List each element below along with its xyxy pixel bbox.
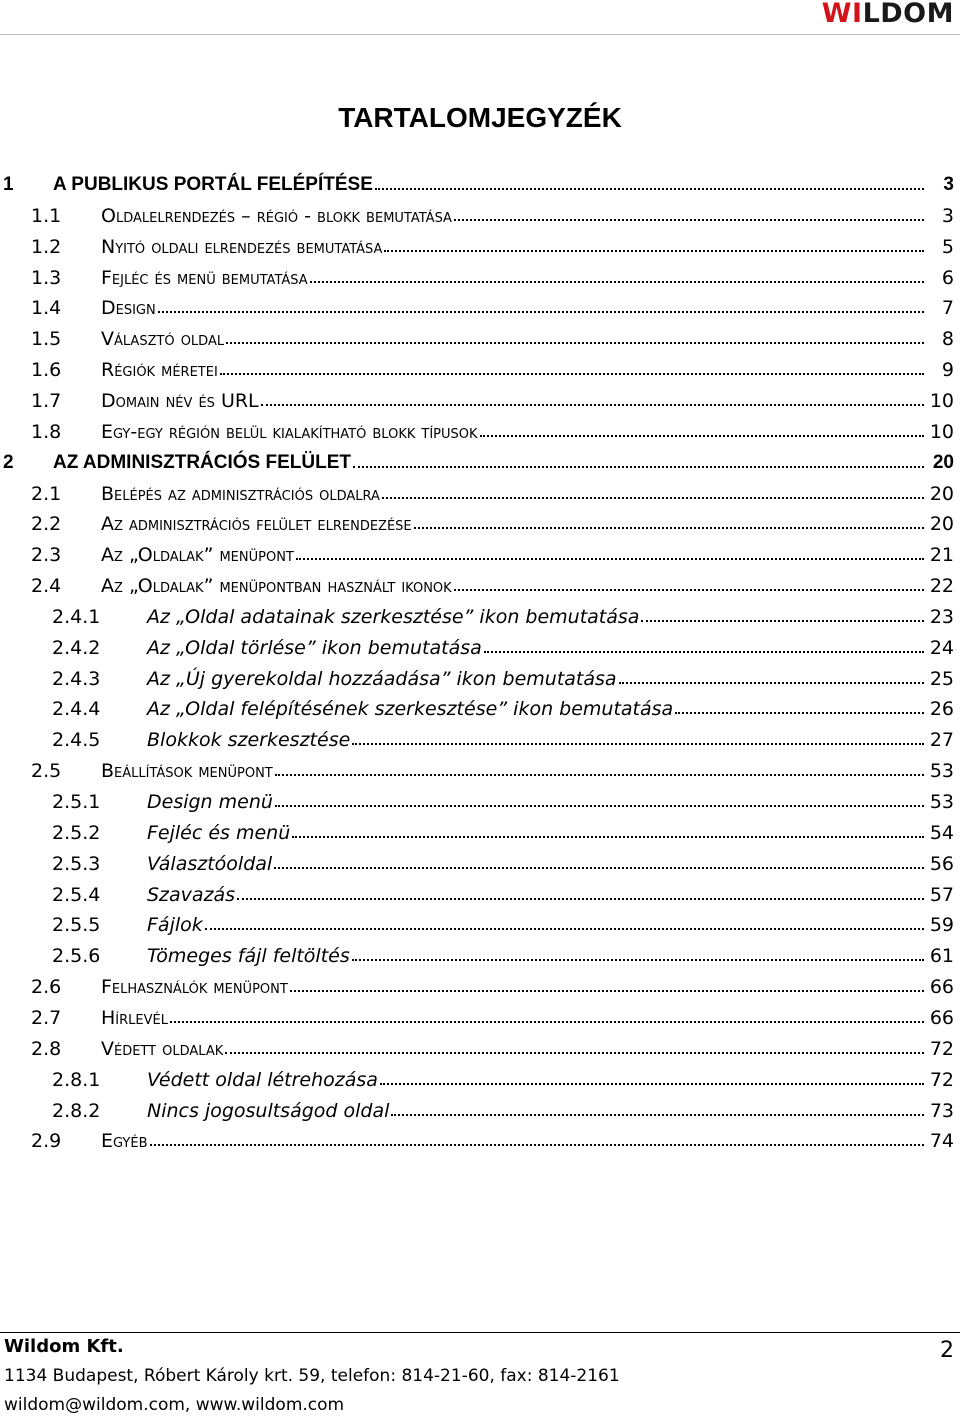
toc-entry-title: Design [101,297,156,320]
toc-entry-number: 1.6 [31,359,62,382]
toc-dot-leader [382,497,924,499]
footer-contact: wildom@wildom.com, www.wildom.com [4,1395,345,1415]
toc-entry-2-5-4[interactable] [0,876,960,906]
toc-entry-page: 20 [929,482,954,505]
toc-dot-leader [484,651,924,653]
toc-entry-number: 2.5.5 [52,914,101,937]
toc-dot-leader [225,1052,924,1054]
toc-entry-number: 2.2 [31,513,62,536]
toc-entry-1-3[interactable] [0,259,960,289]
toc-entry-2-7[interactable] [0,999,960,1029]
toc-entry-page: 53 [929,760,954,783]
toc-entry-2-8[interactable] [0,1030,960,1060]
toc-entry-page: 72 [929,1068,954,1091]
toc-entry-page: 5 [941,235,954,258]
logo-text: LDOM [862,0,954,29]
toc-entry-number: 2.5.1 [52,791,101,813]
toc-entry-title: Az „Oldal törlése” ikon bemutatása [147,636,482,659]
toc-entry-page: 10 [929,420,954,443]
toc-dot-leader [170,1021,924,1023]
toc-dot-leader [292,836,924,838]
toc-entry-page: 72 [929,1037,954,1060]
toc-dot-leader [274,867,924,869]
toc-entry-2-5-6[interactable] [0,937,960,967]
toc-dot-leader [150,1144,924,1146]
toc-dot-leader [296,558,924,560]
toc-dot-leader [414,527,924,529]
toc-entry-title: Egy-egy régión belül kialakítható blokk típusok [101,420,478,443]
toc-dot-leader [158,311,924,313]
page-number: 2 [940,1338,954,1363]
toc-entry-number: 2.4.1 [52,605,101,628]
toc-entry-title: Nyitó oldali elrendezés bemutatása [101,235,383,258]
toc-entry-1-8[interactable] [0,413,960,443]
toc-entry-title: Szavazás [147,883,236,906]
toc-dot-leader [619,682,924,684]
toc-dot-leader [220,373,924,375]
toc-entry-title: Választó oldal [101,328,225,351]
toc-entry-page: 9 [941,359,954,382]
toc-entry-1-4[interactable] [0,289,960,319]
toc-entry-number: 2.3 [31,544,62,567]
toc-entry-number: 2.4.5 [52,729,101,752]
toc-entry-page: 66 [929,976,954,999]
toc-dot-leader [310,281,924,283]
toc-dot-leader [391,1114,924,1116]
footer [4,1334,620,1419]
toc-entry-number: 2.5.4 [52,883,101,906]
toc-entry-title: Felhasználók menüpont [101,976,288,999]
toc-entry-number: 2.5.6 [52,945,101,968]
toc-dot-leader [454,589,924,591]
toc-entry-page: 59 [929,914,954,937]
toc-entry-number: 2.9 [31,1130,62,1153]
toc-entry-1-1[interactable] [0,197,960,227]
toc-entry-1-5[interactable] [0,320,960,350]
toc-entry-number: 1.7 [31,389,62,412]
toc-entry-number: 1.8 [31,420,62,443]
toc-entry-title: Fájlok [147,914,203,937]
toc-entry-number: 2.5.3 [52,852,101,875]
toc-entry-1-6[interactable] [0,351,960,381]
toc-entry-page: 3 [941,204,954,227]
toc-dot-leader [290,990,924,992]
toc-entry-2-5-1[interactable] [0,783,960,813]
toc-entry-number: 2.8.1 [52,1068,101,1091]
toc-entry-page: 7 [941,297,954,320]
toc-entry-number: 2.7 [31,1006,62,1029]
toc-entry-2-4-4[interactable] [0,690,960,720]
toc-dot-leader [380,1083,924,1085]
toc-entry-number: 2.4 [31,575,62,598]
toc-dot-leader [261,404,924,406]
toc-entry-2-4-3[interactable] [0,660,960,690]
toc-entry-title: Oldalelrendezés – régió - blokk bemutatása [101,204,452,227]
toc-entry-2-4-2[interactable] [0,629,960,659]
toc-entry-number: 1.5 [31,328,62,351]
toc-entry-title: Design menü [147,791,273,813]
footer-address: 1134 Budapest, Róbert Károly krt. 59, telefon: 814-21-60, fax: 814-2161 [4,1366,620,1386]
toc-entry-number: 1 [3,174,14,195]
toc-entry-title: Egyéb [101,1130,148,1153]
toc-entry-2-2[interactable] [0,505,960,535]
toc-entry-page: 54 [929,821,954,844]
toc-entry-number: 2.8.2 [52,1099,101,1122]
toc-entry-page: 24 [929,636,954,659]
toc-entry-2-5[interactable] [0,752,960,782]
toc-dot-leader [375,188,924,190]
toc-entry-page: 74 [929,1130,954,1153]
toc-dot-leader [353,466,924,468]
toc-entry-2-5-5[interactable] [0,906,960,936]
toc-entry-title: Fejléc és menü bemutatása [101,266,308,289]
toc-entry-page: 57 [929,883,954,906]
toc-entry-title: Az „Oldalak” menüpontban használt ikonok [101,575,452,598]
toc-entry-title: Az adminisztrációs felület elrendezése [101,513,412,536]
toc-entry-number: 2.4.4 [52,698,101,721]
toc-entry-page: 6 [941,266,954,289]
toc-entry-page: 3 [943,174,954,195]
toc-entry-title: Választóoldal [147,852,273,875]
toc-dot-leader [205,928,924,930]
toc-entry-page: 27 [929,729,954,752]
toc-entry-number: 1.3 [31,266,62,289]
toc-entry-number: 2.5 [31,760,62,783]
toc-entry-page: 23 [929,605,954,628]
toc-dot-leader [275,805,924,807]
toc-entry-title: Az „Oldal adatainak szerkesztése” ikon bemutatása [147,605,640,628]
toc-entry-2-6[interactable] [0,968,960,998]
toc-dot-leader [226,342,924,344]
toc-entry-number: 1.2 [31,235,62,258]
toc-entry-1[interactable] [0,166,960,196]
toc-dot-leader [641,620,924,622]
toc-entry-page: 21 [929,544,954,567]
toc-entry-title: Az „Új gyerekoldal hozzáadása” ikon bemutatása [147,667,617,690]
toc-entry-number: 2.5.2 [52,821,101,844]
toc-entry-2-4[interactable] [0,567,960,597]
toc-entry-2-8-1[interactable] [0,1061,960,1091]
toc-entry-page: 73 [929,1099,954,1122]
toc-entry-2-5-2[interactable] [0,814,960,844]
toc-entry-page: 10 [929,389,954,412]
toc-entry-page: 25 [929,667,954,690]
toc-entry-page: 56 [929,852,954,875]
toc-entry-page: 66 [929,1006,954,1029]
toc-entry-title: Régiók méretei [101,359,218,382]
toc-entry-page: 8 [941,328,954,351]
toc-entry-2-3[interactable] [0,536,960,566]
toc-entry-2-1[interactable] [0,475,960,505]
toc-dot-leader [675,712,924,714]
toc-dot-leader [237,898,924,900]
toc-dot-leader [384,250,924,252]
toc-entry-1-7[interactable] [0,382,960,412]
toc-entry-title: Nincs jogosultságod oldal [147,1099,390,1122]
toc-entry-title: Beállítások menüpont [101,760,273,783]
toc-entry-title: Védett oldal létrehozása [147,1068,378,1091]
toc-dot-leader [352,959,924,961]
toc-entry-page: 20 [929,513,954,536]
toc-entry-number: 2 [3,451,14,473]
toc-entry-number: 2.4.3 [52,667,101,690]
toc-entry-title: Domain név és URL [101,389,259,412]
toc-entry-title: Blokkok szerkesztése [147,729,351,752]
toc-entry-title: Tömeges fájl feltöltés [147,945,350,968]
logo-accent-text: WI [821,0,863,29]
toc-entry-1-2[interactable] [0,228,960,258]
footer-company: Wildom Kft. [4,1336,124,1357]
toc-entry-number: 1.4 [31,297,62,320]
toc-entry-title: Az „Oldal felépítésének szerkesztése” ikon bemutatása [147,698,674,721]
toc-entry-title: AZ ADMINISZTRÁCIÓS FELÜLET [53,451,351,473]
header-divider [0,34,960,35]
toc-entry-2-4-5[interactable] [0,721,960,751]
toc-dot-leader [454,219,924,221]
toc-dot-leader [352,743,924,745]
toc-entry-page: 22 [929,575,954,598]
toc-entry-page: 20 [932,451,954,473]
toc-entry-number: 1.1 [31,204,62,227]
toc-entry-number: 2.6 [31,976,62,999]
toc-entry-title: Fejléc és menü [147,821,291,844]
toc-entry-title: Hírlevél [101,1006,168,1029]
toc-dot-leader [480,435,924,437]
toc-entry-2-8-2[interactable] [0,1092,960,1122]
toc-entry-title: Védett oldalak [101,1037,224,1060]
toc-entry-number: 2.8 [31,1037,62,1060]
toc-entry-2-9[interactable] [0,1122,960,1152]
toc-entry-title: A PUBLIKUS PORTÁL FELÉPÍTÉSE [53,174,373,195]
toc-entry-number: 2.4.2 [52,636,101,659]
toc-entry-2-4-1[interactable] [0,598,960,628]
toc-entry-number: 2.1 [31,482,62,505]
toc-entry-2[interactable] [0,444,960,474]
toc-entry-page: 26 [929,698,954,721]
toc-entry-page: 61 [929,945,954,968]
company-logo [822,0,954,29]
footer-divider [0,1332,960,1333]
toc-entry-page: 53 [929,791,954,813]
toc-entry-title: Belépés az adminisztrációs oldalra [101,482,380,505]
toc-entry-title: Az „Oldalak” menüpont [101,544,294,567]
toc-entry-2-5-3[interactable] [0,845,960,875]
toc-title: TARTALOMJEGYZÉK [338,102,622,133]
toc-dot-leader [275,774,924,776]
